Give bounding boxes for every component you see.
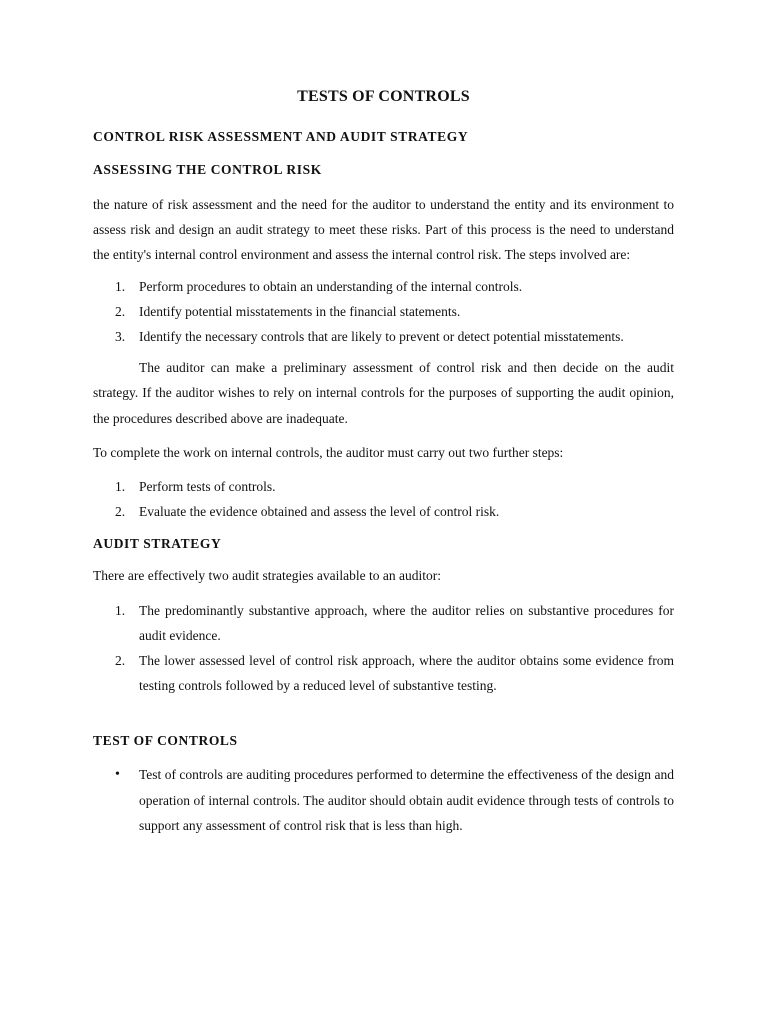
list-item [93,598,674,648]
list-item-text: The lower assessed level of control risk approach, where the auditor obtains some evidence from testing controls followed by a reduced level of substantive testing. [139,653,674,694]
list-item-text: Perform tests of controls. [139,479,276,495]
list-item-number: 1. [115,479,126,495]
section-heading-control-risk-assessment: CONTROL RISK ASSESSMENT AND AUDIT STRATEGY [93,129,469,144]
list-item-text: Perform procedures to obtain an understanding of the internal controls. [139,278,523,294]
list-item-text: Identify the necessary controls that are likely to prevent or detect potential misstatements. [139,329,624,345]
list-item-text: Test of controls are auditing procedures performed to determine the effectiveness of the design and operation of internal controls. The auditor should obtain audit evidence through tests of controls to support any assessment of control risk that is less than high. [139,767,674,833]
further-steps-list [93,474,674,524]
test-of-controls-bullet-list [93,762,674,838]
list-item [93,299,674,324]
strategies-list [93,598,674,699]
list-item-number: 1. [115,602,126,618]
list-item [93,474,674,499]
list-item-number: 2. [115,303,126,319]
list-item-number: 2. [115,653,126,669]
document-content [93,84,674,838]
section-heading-audit-strategy: AUDIT STRATEGY [93,536,222,552]
intro-paragraph: the nature of risk assessment and the need for the auditor to understand the entity and its environment to assess risk and design an audit strategy to meet these risks. Part of this process is the need to understand the entity's internal control environment and assess the internal control risk. The steps involved are: [93,197,674,263]
list-item [93,499,674,524]
section-heading-test-of-controls: TEST OF CONTROLS [93,733,238,749]
list-item-text: Evaluate the evidence obtained and assess the level of control risk. [139,504,500,520]
list-item-text: The predominantly substantive approach, where the auditor relies on substantive procedures for audit evidence. [139,602,674,643]
further-steps-paragraph: To complete the work on internal controls, the auditor must carry out two further steps: [93,444,564,460]
list-item-number: 2. [115,504,126,520]
audit-strategies-intro-paragraph: There are effectively two audit strategies available to an auditor: [93,568,441,584]
preliminary-assessment-paragraph: The auditor can make a preliminary assessment of control risk and then decide on the audit strategy. If the auditor wishes to rely on internal controls for the purposes of supporting the audit opinion, the procedures described above are inadequate. [93,360,674,426]
list-item [93,324,674,349]
list-item-number: 3. [115,329,126,345]
list-item [93,648,674,698]
bullet-icon: • [115,767,120,783]
document-title: TESTS OF CONTROLS [297,88,470,105]
list-item-text: Identify potential misstatements in the financial statements. [139,303,461,319]
list-item [93,762,674,838]
steps-list [93,274,674,350]
list-item [93,274,674,299]
list-item-number: 1. [115,278,126,294]
section-heading-assessing-control-risk: ASSESSING THE CONTROL RISK [93,162,322,177]
